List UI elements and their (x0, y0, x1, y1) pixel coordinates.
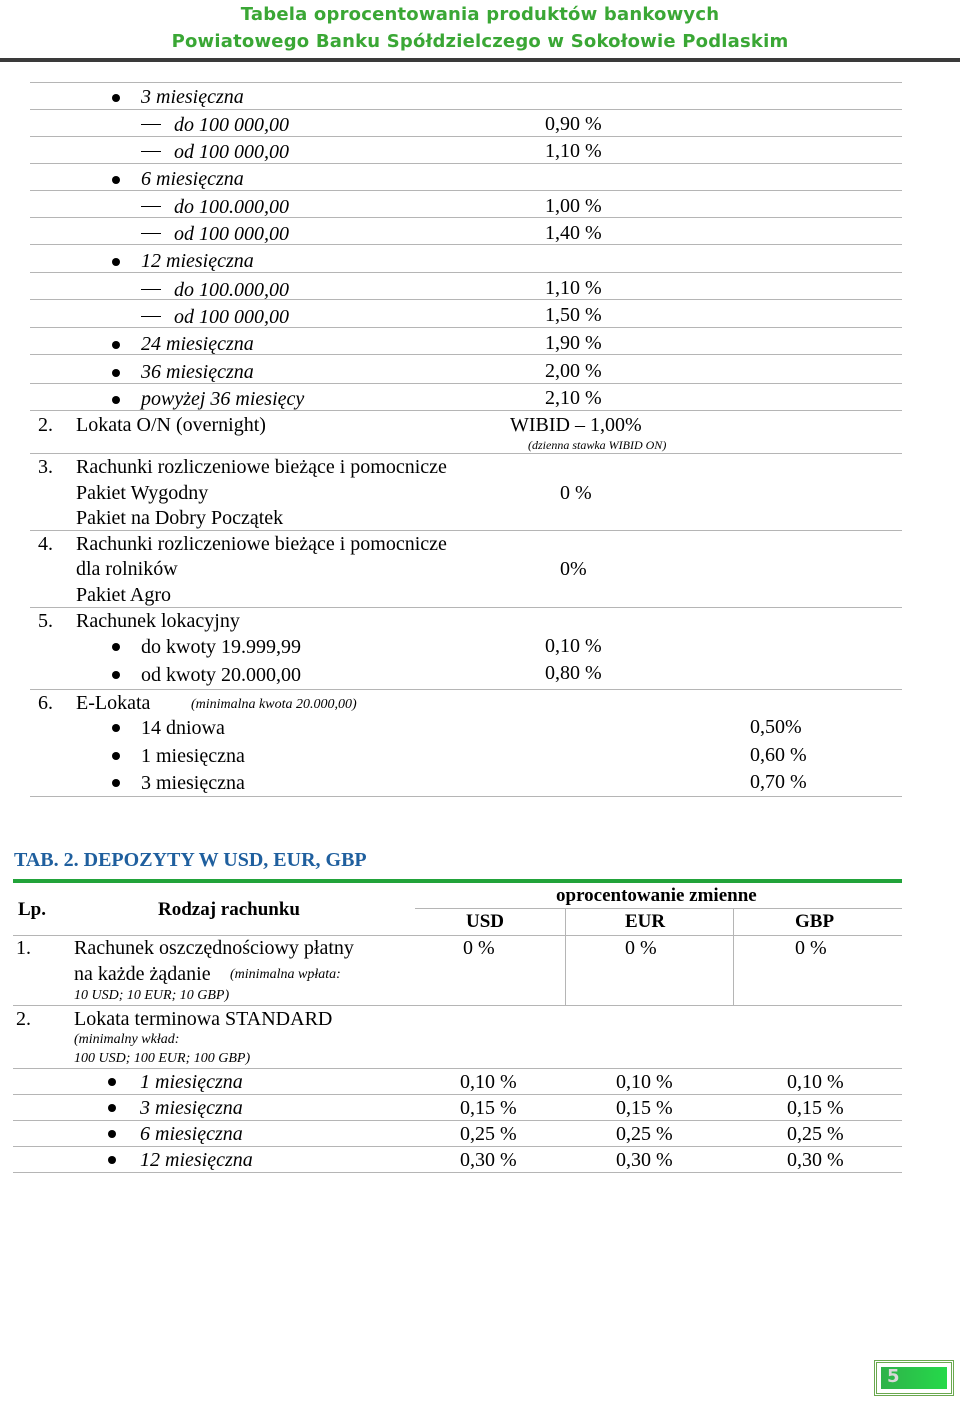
bullet-icon (112, 396, 120, 404)
term-label: 6 miesięczna (141, 168, 244, 190)
term-label: 6 miesięczna (140, 1123, 243, 1145)
account-label: Lokata terminowa STANDARD (74, 1008, 333, 1030)
term-label: 3 miesięczna (141, 86, 244, 108)
tier-label: do 100.000,00 (174, 196, 289, 218)
grid-line (13, 1146, 902, 1147)
rate-value: 0,50% (750, 716, 802, 738)
grid-line (13, 1094, 902, 1095)
section-rule (13, 879, 902, 883)
bullet-icon (108, 1104, 116, 1112)
rate-gbp: 0 % (795, 937, 827, 959)
rate-value: 0,70 % (750, 771, 807, 793)
rate-gbp: 0,30 % (787, 1149, 844, 1171)
product-label: Pakiet na Dobry Początek (76, 507, 284, 529)
rate-value: 0% (560, 558, 587, 580)
product-label: dla rolników (76, 558, 178, 580)
bullet-icon (112, 671, 120, 679)
term-label: powyżej 36 miesięcy (141, 388, 305, 410)
rate-eur: 0,25 % (616, 1123, 673, 1145)
rate-usd: 0,15 % (460, 1097, 517, 1119)
rate-usd: 0,30 % (460, 1149, 517, 1171)
tier-label: od kwoty 20.000,00 (141, 664, 301, 686)
account-note: (minimalna wpłata: (230, 967, 341, 982)
account-note: (minimalny wkład: (74, 1032, 180, 1047)
tier-label: do 100 000,00 (174, 114, 289, 136)
term-label: 14 dniowa (141, 717, 225, 739)
bullet-icon (108, 1156, 116, 1164)
grid-line (733, 908, 734, 1005)
rate-value: 0,60 % (750, 744, 807, 766)
row-number: 3. (38, 456, 53, 478)
header-title-line2: Powiatowego Banku Spółdzielczego w Sokołowie Podlaskim (171, 31, 789, 52)
tier-label: od 100 000,00 (174, 223, 289, 245)
account-label: Rachunek oszczędnościowy płatny (74, 937, 354, 959)
row-number: 6. (38, 692, 53, 714)
product-label: Lokata O/N (overnight) (76, 414, 266, 436)
bullet-icon (112, 643, 120, 651)
tier-label: do kwoty 19.999,99 (141, 636, 301, 658)
rate-value: 0 % (560, 482, 592, 504)
table-row (30, 136, 902, 164)
rate-gbp: 0,10 % (787, 1071, 844, 1093)
rate-usd: 0 % (463, 937, 495, 959)
product-label: Rachunek lokacyjny (76, 610, 240, 632)
product-note: (minimalna kwota 20.000,00) (191, 697, 357, 712)
column-header-gbp: GBP (795, 911, 835, 932)
bullet-icon (112, 724, 120, 732)
rate-value: 1,90 % (545, 332, 602, 354)
rate-note: (dzienna stawka WIBID ON) (528, 438, 667, 452)
bullet-icon (112, 341, 120, 349)
dash-icon (141, 289, 161, 290)
rate-eur: 0,30 % (616, 1149, 673, 1171)
product-label: Rachunki rozliczeniowe bieżące i pomocnicze (76, 456, 447, 478)
row-number: 2. (16, 1008, 31, 1030)
dash-icon (141, 151, 161, 152)
rate-gbp: 0,25 % (787, 1123, 844, 1145)
rate-usd: 0,10 % (460, 1071, 517, 1093)
bullet-icon (108, 1130, 116, 1138)
grid-line (13, 1172, 902, 1173)
account-note: 10 USD; 10 EUR; 10 GBP) (74, 988, 230, 1003)
rate-value: 1,50 % (545, 304, 602, 326)
table-row (30, 217, 902, 245)
bullet-icon (112, 369, 120, 377)
rate-value: WIBID – 1,00% (510, 414, 642, 436)
term-label: 3 miesięczna (140, 1097, 243, 1119)
rate-value: 0,10 % (545, 635, 602, 657)
term-label: 1 miesięczna (141, 745, 245, 767)
product-label: E-Lokata (76, 692, 151, 714)
rate-eur: 0,15 % (616, 1097, 673, 1119)
table-row (30, 272, 902, 300)
table-row (30, 109, 902, 137)
term-label: 3 miesięczna (141, 772, 245, 794)
bullet-icon (112, 258, 120, 266)
product-label: Rachunki rozliczeniowe bieżące i pomocnicze (76, 533, 447, 555)
column-header-eur: EUR (625, 911, 666, 932)
dash-icon (141, 233, 161, 234)
term-label: 36 miesięczna (141, 361, 254, 383)
section-title: TAB. 2. DEPOZYTY W USD, EUR, GBP (14, 849, 367, 871)
row-number: 4. (38, 533, 53, 555)
grid-line (565, 908, 566, 1005)
term-label: 12 miesięczna (140, 1149, 253, 1171)
table-row (30, 190, 902, 218)
rate-value: 0,90 % (545, 113, 602, 135)
grid-line (13, 1120, 902, 1121)
table-row (30, 299, 902, 328)
dash-icon (141, 124, 161, 125)
account-label: na każde żądanie (74, 963, 211, 985)
tier-label: od 100 000,00 (174, 141, 289, 163)
bullet-icon (108, 1078, 116, 1086)
term-label: 1 miesięczna (140, 1071, 243, 1093)
rate-value: 1,10 % (545, 277, 602, 299)
term-label: 12 miesięczna (141, 250, 254, 272)
column-header-usd: USD (466, 911, 505, 932)
page-number: 5 (887, 1366, 900, 1387)
rate-eur: 0 % (625, 937, 657, 959)
grid-line (13, 935, 902, 936)
header-title-line1: Tabela oprocentowania produktów bankowych (240, 4, 720, 25)
grid-line (13, 1068, 902, 1069)
grid-line (415, 908, 902, 909)
term-label: 24 miesięczna (141, 333, 254, 355)
bullet-icon (112, 752, 120, 760)
column-header-lp: Lp. (18, 899, 46, 920)
bullet-icon (112, 94, 120, 102)
grid-line (13, 1005, 902, 1006)
column-header-type: Rodzaj rachunku (158, 899, 300, 920)
tier-label: od 100 000,00 (174, 306, 289, 328)
bullet-icon (112, 779, 120, 787)
rate-value: 1,00 % (545, 195, 602, 217)
column-header-rate: oprocentowanie zmienne (556, 885, 757, 906)
rate-value: 2,10 % (545, 387, 602, 409)
rate-value: 0,80 % (545, 662, 602, 684)
bullet-icon (112, 176, 120, 184)
rate-value: 2,00 % (545, 360, 602, 382)
dash-icon (141, 206, 161, 207)
rate-gbp: 0,15 % (787, 1097, 844, 1119)
account-note: 100 USD; 100 EUR; 100 GBP) (74, 1051, 251, 1066)
product-label: Pakiet Wygodny (76, 482, 209, 504)
row-number: 2. (38, 414, 53, 436)
rate-eur: 0,10 % (616, 1071, 673, 1093)
rate-value: 1,10 % (545, 140, 602, 162)
rate-value: 1,40 % (545, 222, 602, 244)
row-number: 1. (16, 937, 31, 959)
row-number: 5. (38, 610, 53, 632)
product-label: Pakiet Agro (76, 584, 171, 606)
rate-usd: 0,25 % (460, 1123, 517, 1145)
page-number-box (874, 1360, 954, 1396)
dash-icon (141, 316, 161, 317)
header-rule (0, 58, 960, 62)
tier-label: do 100.000,00 (174, 279, 289, 301)
